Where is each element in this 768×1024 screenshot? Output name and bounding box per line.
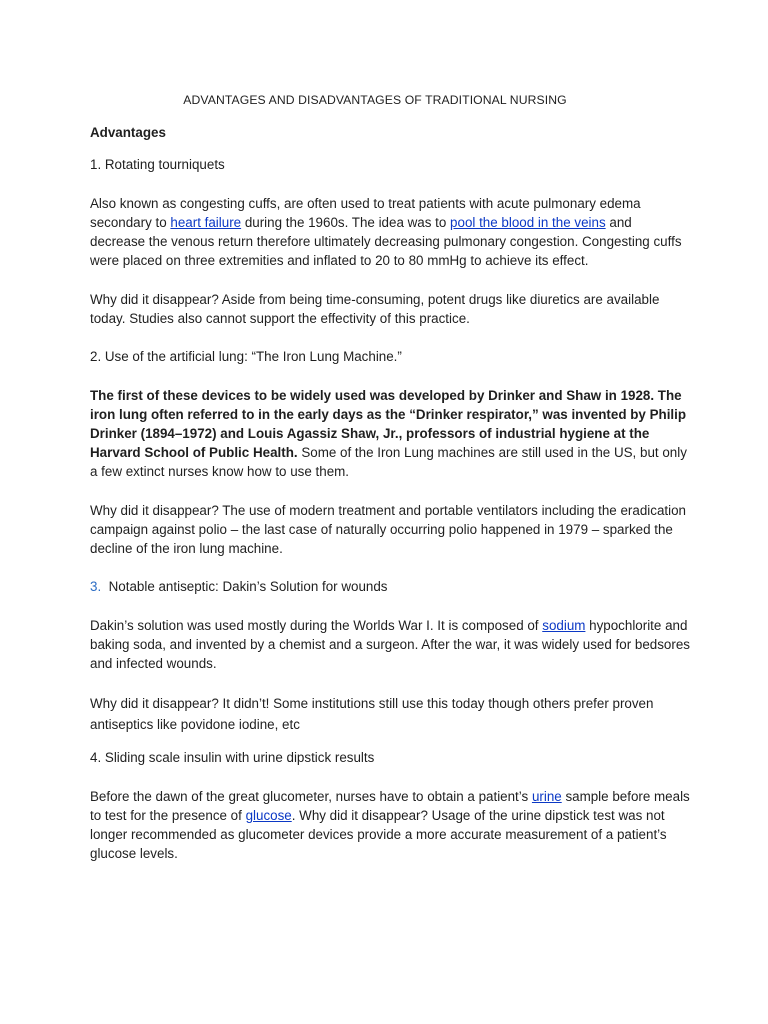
- urine-link[interactable]: urine: [531, 789, 562, 804]
- document-body: [90, 91, 690, 863]
- item1-paragraph1: [90, 194, 690, 270]
- item2-p1-bold: The first of these devices to be widely used was developed by Drinker and Shaw in 1928. The iron lung often referred to in the early days as the “Drinker respirator,” was invented by Philip Drinker (1894–1972) and Louis Agassiz Shaw, Jr., professors of industrial hygiene at the Harvard School of Public Health.: [90, 388, 687, 460]
- item1-paragraph2: Why did it disappear? Aside from being time-consuming, potent drugs like diuretics are available today. Studies also cannot support the effectivity of this practice.: [90, 292, 660, 326]
- item4-p1-text-a: Before the dawn of the great glucometer, nurses have to obtain a patient’s: [90, 789, 532, 804]
- item1-p1-text-c: and decrease the venous return therefore ultimately decreasing pulmonary congestion. Congesting cuffs were placed on three extremities and inflated to 20 to 80 mmHg to achieve its effect.: [90, 215, 682, 268]
- item1-p1-text-b: during the 1960s. The idea was to: [241, 215, 451, 230]
- item2-paragraph2: Why did it disappear? The use of modern treatment and portable ventilators including the eradication campaign against polio – the last case of naturally occurring polio happened in 1979 – sparked the decline of the iron lung machine.: [90, 503, 686, 556]
- item1-p1-text-a: Also known as congesting cuffs, are often used to treat patients with acute pulmonary edema secondary to: [90, 196, 641, 230]
- item2-heading: 2. Use of the artificial lung: “The Iron Lung Machine.”: [90, 349, 402, 364]
- item2-paragraph1: [90, 386, 690, 481]
- item3-p1-text-a: Dakin’s solution was used mostly during the Worlds War I. It is composed of: [90, 618, 543, 633]
- item3-p1-text-b: hypochlorite and baking soda, and invented by a chemist and a surgeon. After the war, it was widely used for bedsores and infected wounds.: [90, 618, 690, 671]
- item3-number: 3.: [90, 579, 102, 594]
- item1-heading: 1. Rotating tourniquets: [90, 157, 225, 172]
- item3-paragraph1: [90, 616, 690, 673]
- item3-heading-text: Notable antiseptic: Dakin’s Solution for wounds: [101, 579, 388, 594]
- document-title: ADVANTAGES AND DISADVANTAGES OF TRADITIONAL NURSING: [183, 93, 567, 107]
- glucose-link[interactable]: glucose: [245, 808, 292, 823]
- item3-paragraph2: Why did it disappear? It didn’t! Some institutions still use this today though others prefer proven antiseptics like povidone iodine, etc: [90, 696, 654, 732]
- heart-failure-link[interactable]: heart failure: [170, 215, 242, 230]
- item4-p1-text-b: sample before meals to test for the presence of: [90, 789, 690, 823]
- pool-blood-link[interactable]: pool the blood in the veins: [450, 215, 606, 230]
- advantages-heading: Advantages: [90, 125, 166, 140]
- item4-paragraph1: [90, 787, 690, 863]
- item4-heading: 4. Sliding scale insulin with urine dipstick results: [90, 750, 375, 765]
- sodium-link[interactable]: sodium: [542, 618, 586, 633]
- item4-p1-text-c: . Why did it disappear? Usage of the urine dipstick test was not longer recommended as glucometer devices provide a more accurate measurement of a patient’s glucose levels.: [90, 808, 667, 861]
- item3-heading: [90, 577, 690, 596]
- item2-p1-rest: Some of the Iron Lung machines are still used in the US, but only a few extinct nurses know how to use them.: [90, 445, 687, 479]
